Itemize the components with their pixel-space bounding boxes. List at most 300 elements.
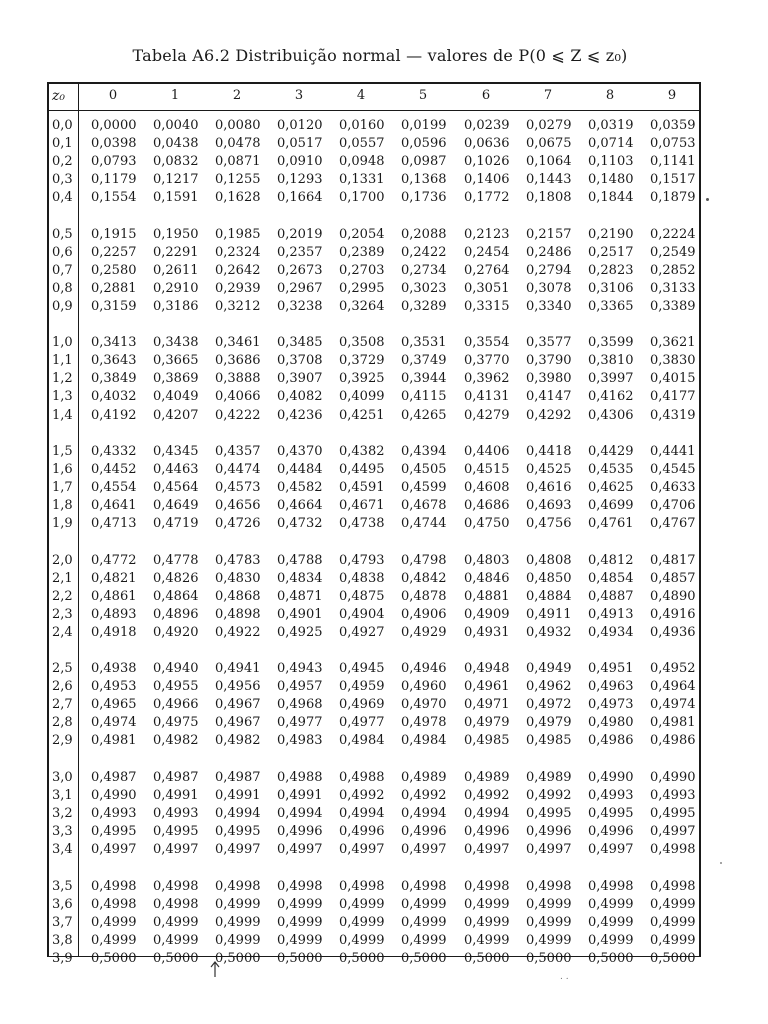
table-cell: 0,4147: [526, 389, 572, 405]
table-cell: 0,2995: [339, 280, 385, 296]
table-cell: 0,4808: [526, 552, 572, 568]
table-cell: 0,0478: [215, 136, 261, 152]
table-cell: 0,4989: [401, 769, 447, 785]
table-cell: 0,4788: [277, 552, 323, 568]
z-row-label: 0,4: [52, 190, 73, 206]
table-cell: 0,2517: [588, 244, 634, 260]
table-cell: 0,4319: [650, 407, 696, 423]
table-cell: 0,4857: [650, 570, 696, 586]
table-cell: 0,0438: [153, 136, 199, 152]
table-cell: 0,4993: [91, 806, 137, 821]
table-cell: 0,4994: [464, 806, 510, 821]
table-cell: 0,4996: [401, 824, 447, 840]
table-cell: 0,4999: [277, 932, 323, 948]
table-cell: 0,4979: [464, 715, 510, 731]
table-cell: 0,3869: [153, 371, 199, 387]
table-cell: 0,4962: [526, 679, 572, 695]
table-cell: 0,4994: [339, 806, 385, 821]
table-cell: 0,4678: [401, 498, 447, 514]
table-cell: 0,4515: [464, 462, 510, 477]
table-cell: 0,4987: [215, 769, 261, 785]
table-cell: 0,1293: [277, 172, 323, 188]
table-cell: 0,2642: [215, 262, 261, 278]
table-cell: 0,2157: [526, 226, 572, 242]
table-cell: 0,4834: [277, 570, 323, 586]
table-cell: 0,4996: [464, 824, 510, 840]
z-row-label: 0,5: [52, 226, 73, 242]
margin-speck: [720, 862, 722, 864]
table-cell: 0,4994: [277, 806, 323, 821]
table-cell: 0,4890: [650, 588, 696, 604]
table-cell: 0,4995: [588, 806, 634, 821]
table-cell: 0,3599: [588, 335, 634, 351]
column-header-9: 9: [667, 88, 677, 103]
table-cell: 0,2734: [401, 262, 447, 278]
table-cell: 0,3508: [339, 335, 385, 351]
table-cell: 0,4525: [526, 462, 572, 477]
table-cell: 0,4582: [277, 480, 323, 496]
table-cell: 0,4997: [588, 842, 634, 858]
table-cell: 0,1736: [401, 190, 447, 206]
table-cell: 0,4671: [339, 498, 385, 514]
table-cell: 0,2190: [588, 226, 634, 242]
table-cell: 0,0120: [277, 118, 323, 133]
table-cell: 0,4099: [339, 389, 385, 405]
table-cell: 0,4251: [339, 407, 385, 423]
table-cell: 0,5000: [91, 950, 137, 966]
table-cell: 0,4997: [650, 824, 696, 840]
table-cell: 0,3078: [526, 280, 572, 296]
table-cell: 0,3438: [153, 335, 199, 351]
table-cell: 0,3186: [153, 298, 199, 314]
z-row-label: 3,0: [52, 769, 73, 785]
table-cell: 0,2764: [464, 262, 510, 278]
column-header-2: 2: [232, 88, 242, 103]
z-row-label: 0,7: [52, 262, 73, 278]
z-row-label: 2,3: [52, 606, 73, 622]
z-row-label: 3,6: [52, 896, 73, 912]
table-cell: 0,4564: [153, 480, 199, 496]
table-cell: 0,1103: [588, 154, 634, 170]
table-cell: 0,4236: [277, 407, 323, 423]
table-cell: 0,4999: [588, 914, 634, 930]
table-cell: 0,4826: [153, 570, 199, 586]
table-cell: 0,3340: [526, 298, 572, 314]
table-cell: 0,4992: [339, 787, 385, 803]
table-cell: 0,3264: [339, 298, 385, 314]
z-row-label: 2,6: [52, 679, 73, 695]
table-cell: 0,3159: [91, 298, 137, 314]
z-row-label: 3,2: [52, 806, 73, 821]
table-cell: 0,4920: [153, 624, 199, 640]
table-cell: 0,4988: [277, 769, 323, 785]
table-cell: 0,4898: [215, 606, 261, 622]
table-cell: 0,4893: [91, 606, 137, 622]
table-cell: 0,4999: [91, 914, 137, 930]
table-cell: 0,2019: [277, 226, 323, 242]
table-cell: 0,4875: [339, 588, 385, 604]
table-cell: 0,4999: [215, 914, 261, 930]
table-cell: 0,4999: [339, 896, 385, 912]
table-cell: 0,2967: [277, 280, 323, 296]
table-cell: 0,4484: [277, 462, 323, 477]
z0-header: z₀: [52, 88, 65, 104]
table-cell: 0,4693: [526, 498, 572, 514]
table-cell: 0,4988: [339, 769, 385, 785]
table-cell: 0,4906: [401, 606, 447, 622]
table-cell: 0,4222: [215, 407, 261, 423]
table-cell: 0,4901: [277, 606, 323, 622]
table-cell: 0,5000: [464, 950, 510, 966]
table-cell: 0,4997: [526, 842, 572, 858]
table-cell: 0,3023: [401, 280, 447, 296]
table-cell: 0,4981: [650, 715, 696, 731]
z-row-label: 1,9: [52, 516, 73, 532]
table-cell: 0,4999: [215, 932, 261, 948]
z-row-label: 0,6: [52, 244, 73, 260]
table-cell: 0,1554: [91, 190, 137, 206]
table-cell: 0,4999: [91, 932, 137, 948]
z-row-label: 3,3: [52, 824, 73, 840]
table-cell: 0,3365: [588, 298, 634, 314]
table-cell: 0,5000: [277, 950, 323, 966]
table-cell: 0,4909: [464, 606, 510, 622]
table-cell: 0,4999: [401, 896, 447, 912]
table-cell: 0,4878: [401, 588, 447, 604]
table-cell: 0,4999: [401, 914, 447, 930]
table-cell: 0,4887: [588, 588, 634, 604]
table-cell: 0,4922: [215, 624, 261, 640]
table-cell: 0,4995: [650, 806, 696, 821]
table-cell: 0,4999: [401, 932, 447, 948]
z-row-label: 1,7: [52, 480, 73, 496]
table-cell: 0,4980: [588, 715, 634, 731]
table-cell: 0,1628: [215, 190, 261, 206]
table-cell: 0,4999: [650, 932, 696, 948]
table-cell: 0,0398: [91, 136, 137, 152]
table-cell: 0,0871: [215, 154, 261, 170]
table-cell: 0,4931: [464, 624, 510, 640]
table-cell: 0,4997: [153, 842, 199, 858]
table-cell: 0,2224: [650, 226, 696, 242]
table-cell: 0,4990: [588, 769, 634, 785]
table-cell: 0,4986: [588, 733, 634, 749]
table-cell: 0,4972: [526, 697, 572, 713]
table-cell: 0,3925: [339, 371, 385, 387]
table-cell: 0,4997: [464, 842, 510, 858]
table-cell: 0,4750: [464, 516, 510, 532]
table-cell: 0,3997: [588, 371, 634, 387]
table-cell: 0,4713: [91, 516, 137, 532]
table-cell: 0,4783: [215, 552, 261, 568]
table-cell: 0,4995: [153, 824, 199, 840]
table-cell: 0,3770: [464, 353, 510, 369]
column-header-0: 0: [108, 88, 118, 103]
column-header-5: 5: [418, 88, 428, 103]
table-cell: 0,4838: [339, 570, 385, 586]
table-cell: 0,4495: [339, 462, 385, 477]
table-cell: 0,4993: [153, 806, 199, 821]
table-cell: 0,0675: [526, 136, 572, 152]
table-cell: 0,4918: [91, 624, 137, 640]
table-cell: 0,0753: [650, 136, 696, 152]
table-cell: 0,3531: [401, 335, 447, 351]
table-cell: 0,3106: [588, 280, 634, 296]
table-cell: 0,4955: [153, 679, 199, 695]
table-cell: 0,3888: [215, 371, 261, 387]
table-cell: 0,4996: [588, 824, 634, 840]
table-cell: 0,4977: [277, 715, 323, 731]
table-cell: 0,3849: [91, 371, 137, 387]
z-row-label: 0,1: [52, 136, 73, 152]
table-cell: 0,4965: [91, 697, 137, 713]
table-cell: 0,0199: [401, 118, 447, 133]
z-row-label: 3,5: [52, 878, 73, 894]
table-cell: 0,4616: [526, 480, 572, 496]
table-cell: 0,2257: [91, 244, 137, 260]
column-header-7: 7: [543, 88, 553, 103]
table-cell: 0,3461: [215, 335, 261, 351]
z-row-label: 0,2: [52, 154, 73, 170]
table-cell: 0,4989: [526, 769, 572, 785]
table-cell: 0,2389: [339, 244, 385, 260]
table-cell: 0,4999: [277, 896, 323, 912]
table-cell: 0,2357: [277, 244, 323, 260]
table-cell: 0,4357: [215, 443, 261, 459]
table-cell: 0,4995: [215, 824, 261, 840]
table-cell: 0,4999: [215, 896, 261, 912]
z-row-label: 3,7: [52, 914, 73, 930]
table-cell: 0,4767: [650, 516, 696, 532]
table-cell: 0,4990: [91, 787, 137, 803]
table-cell: 0,4649: [153, 498, 199, 514]
table-cell: 0,2881: [91, 280, 137, 296]
table-cell: 0,4871: [277, 588, 323, 604]
table-cell: 0,4995: [91, 824, 137, 840]
table-cell: 0,4991: [277, 787, 323, 803]
z-row-label: 3,9: [52, 950, 73, 966]
table-cell: 0,3289: [401, 298, 447, 314]
table-cell: 0,1844: [588, 190, 634, 206]
table-cell: 0,1406: [464, 172, 510, 188]
table-cell: 0,0910: [277, 154, 323, 170]
table-cell: 0,4998: [588, 878, 634, 894]
table-cell: 0,4984: [401, 733, 447, 749]
table-cell: 0,0279: [526, 118, 572, 133]
table-cell: 0,4884: [526, 588, 572, 604]
table-cell: 0,2486: [526, 244, 572, 260]
table-cell: 0,4987: [153, 769, 199, 785]
table-cell: 0,0160: [339, 118, 385, 133]
table-cell: 0,0000: [91, 118, 137, 133]
table-cell: 0,4686: [464, 498, 510, 514]
table-cell: 0,2549: [650, 244, 696, 260]
table-cell: 0,4982: [215, 733, 261, 749]
table-cell: 0,2852: [650, 262, 696, 278]
table-cell: 0,4664: [277, 498, 323, 514]
table-cell: 0,2088: [401, 226, 447, 242]
column-header-1: 1: [170, 88, 180, 103]
table-cell: 0,4881: [464, 588, 510, 604]
table-cell: 0,4998: [153, 896, 199, 912]
table-cell: 0,4463: [153, 462, 199, 477]
table-cell: 0,4999: [339, 932, 385, 948]
table-cell: 0,4966: [153, 697, 199, 713]
table-cell: 0,4940: [153, 661, 199, 677]
table-cell: 0,4554: [91, 480, 137, 496]
table-cell: 0,3389: [650, 298, 696, 314]
table-cell: 0,4732: [277, 516, 323, 532]
table-cell: 0,4995: [526, 806, 572, 821]
table-cell: 0,3962: [464, 371, 510, 387]
table-cell: 0,3665: [153, 353, 199, 369]
table-cell: 0,3413: [91, 335, 137, 351]
table-cell: 0,4998: [91, 878, 137, 894]
table-cell: 0,4162: [588, 389, 634, 405]
table-cell: 0,4719: [153, 516, 199, 532]
table-cell: 0,0832: [153, 154, 199, 170]
table-cell: 0,4991: [153, 787, 199, 803]
table-cell: 0,1064: [526, 154, 572, 170]
z-row-label: 3,8: [52, 932, 73, 948]
table-cell: 0,0040: [153, 118, 199, 133]
table-cell: 0,3212: [215, 298, 261, 314]
table-cell: 0,4997: [401, 842, 447, 858]
z-row-label: 1,1: [52, 353, 73, 369]
z-row-label: 2,0: [52, 552, 73, 568]
table-cell: 0,4992: [464, 787, 510, 803]
table-cell: 0,0557: [339, 136, 385, 152]
table-cell: 0,4842: [401, 570, 447, 586]
table-cell: 0,4999: [526, 896, 572, 912]
table-cell: 0,4726: [215, 516, 261, 532]
table-cell: 0,3790: [526, 353, 572, 369]
table-cell: 0,4803: [464, 552, 510, 568]
table-cell: 0,4999: [526, 932, 572, 948]
z-row-label: 1,6: [52, 462, 73, 477]
table-cell: 0,4993: [650, 787, 696, 803]
table-cell: 0,4979: [526, 715, 572, 731]
table-cell: 0,3907: [277, 371, 323, 387]
table-cell: 0,4998: [215, 878, 261, 894]
table-cell: 0,4115: [401, 389, 447, 405]
column-header-4: 4: [356, 88, 366, 103]
table-cell: 0,4993: [588, 787, 634, 803]
table-cell: 0,4207: [153, 407, 199, 423]
z-row-label: 2,7: [52, 697, 73, 713]
table-cell: 0,4999: [153, 914, 199, 930]
z-row-label: 0,8: [52, 280, 73, 296]
table-cell: 0,3315: [464, 298, 510, 314]
table-cell: 0,4778: [153, 552, 199, 568]
table-cell: 0,4998: [277, 878, 323, 894]
table-cell: 0,1480: [588, 172, 634, 188]
table-cell: 0,3051: [464, 280, 510, 296]
table-cell: 0,4999: [650, 914, 696, 930]
table-cell: 0,4292: [526, 407, 572, 423]
table-cell: 0,1217: [153, 172, 199, 188]
z-row-label: 0,0: [52, 118, 73, 133]
table-cell: 0,0714: [588, 136, 634, 152]
table-cell: 0,2454: [464, 244, 510, 260]
table-cell: 0,0319: [588, 118, 634, 133]
table-cell: 0,4999: [650, 896, 696, 912]
table-cell: 0,4772: [91, 552, 137, 568]
table-cell: 0,5000: [153, 950, 199, 966]
table-cell: 0,4279: [464, 407, 510, 423]
table-cell: 0,4948: [464, 661, 510, 677]
table-cell: 0,4971: [464, 697, 510, 713]
table-cell: 0,4969: [339, 697, 385, 713]
table-cell: 0,4793: [339, 552, 385, 568]
table-cell: 0,3686: [215, 353, 261, 369]
table-cell: 0,1950: [153, 226, 199, 242]
table-cell: 0,4345: [153, 443, 199, 459]
z-row-label: 0,9: [52, 298, 73, 314]
table-cell: 0,4994: [401, 806, 447, 821]
table-cell: 0,4996: [526, 824, 572, 840]
table-cell: 0,4846: [464, 570, 510, 586]
table-cell: 0,4916: [650, 606, 696, 622]
table-cell: 0,4999: [526, 914, 572, 930]
table-title: Tabela A6.2 Distribuição normal — valores de P(0 ⩽ Z ⩽ z₀): [132, 46, 628, 65]
table-cell: 0,4545: [650, 462, 696, 477]
table-cell: 0,4999: [464, 914, 510, 930]
table-cell: 0,3133: [650, 280, 696, 296]
table-cell: 0,4997: [91, 842, 137, 858]
table-cell: 0,2123: [464, 226, 510, 242]
table-cell: 0,1985: [215, 226, 261, 242]
table-cell: 0,4974: [91, 715, 137, 731]
column-header-8: 8: [605, 88, 615, 103]
table-cell: 0,4817: [650, 552, 696, 568]
z-row-label: 3,1: [52, 787, 73, 803]
table-cell: 0,4996: [277, 824, 323, 840]
table-cell: 0,4999: [339, 914, 385, 930]
table-cell: 0,1255: [215, 172, 261, 188]
table-cell: 0,4956: [215, 679, 261, 695]
table-cell: 0,2939: [215, 280, 261, 296]
table-cell: 0,4131: [464, 389, 510, 405]
table-cell: 0,5000: [526, 950, 572, 966]
z-row-label: 2,9: [52, 733, 73, 749]
table-cell: 0,4941: [215, 661, 261, 677]
z-column-divider: [78, 82, 79, 957]
table-cell: 0,4998: [153, 878, 199, 894]
table-cell: 0,4599: [401, 480, 447, 496]
table-cell: 0,2794: [526, 262, 572, 278]
table-cell: 0,4986: [650, 733, 696, 749]
table-cell: 0,3621: [650, 335, 696, 351]
table-cell: 0,3554: [464, 335, 510, 351]
table-cell: 0,4999: [588, 932, 634, 948]
table-cell: 0,3810: [588, 353, 634, 369]
table-cell: 0,3238: [277, 298, 323, 314]
z-row-label: 1,5: [52, 443, 73, 459]
table-cell: 0,4997: [215, 842, 261, 858]
table-cell: 0,4474: [215, 462, 261, 477]
z-row-label: 1,4: [52, 407, 73, 423]
table-cell: 0,3485: [277, 335, 323, 351]
table-cell: 0,5000: [215, 950, 261, 966]
table-cell: 0,4996: [339, 824, 385, 840]
table-cell: 0,5000: [650, 950, 696, 966]
table-cell: 0,4984: [339, 733, 385, 749]
table-cell: 0,1808: [526, 190, 572, 206]
table-cell: 0,4608: [464, 480, 510, 496]
table-cell: 0,4830: [215, 570, 261, 586]
table-cell: 0,1517: [650, 172, 696, 188]
